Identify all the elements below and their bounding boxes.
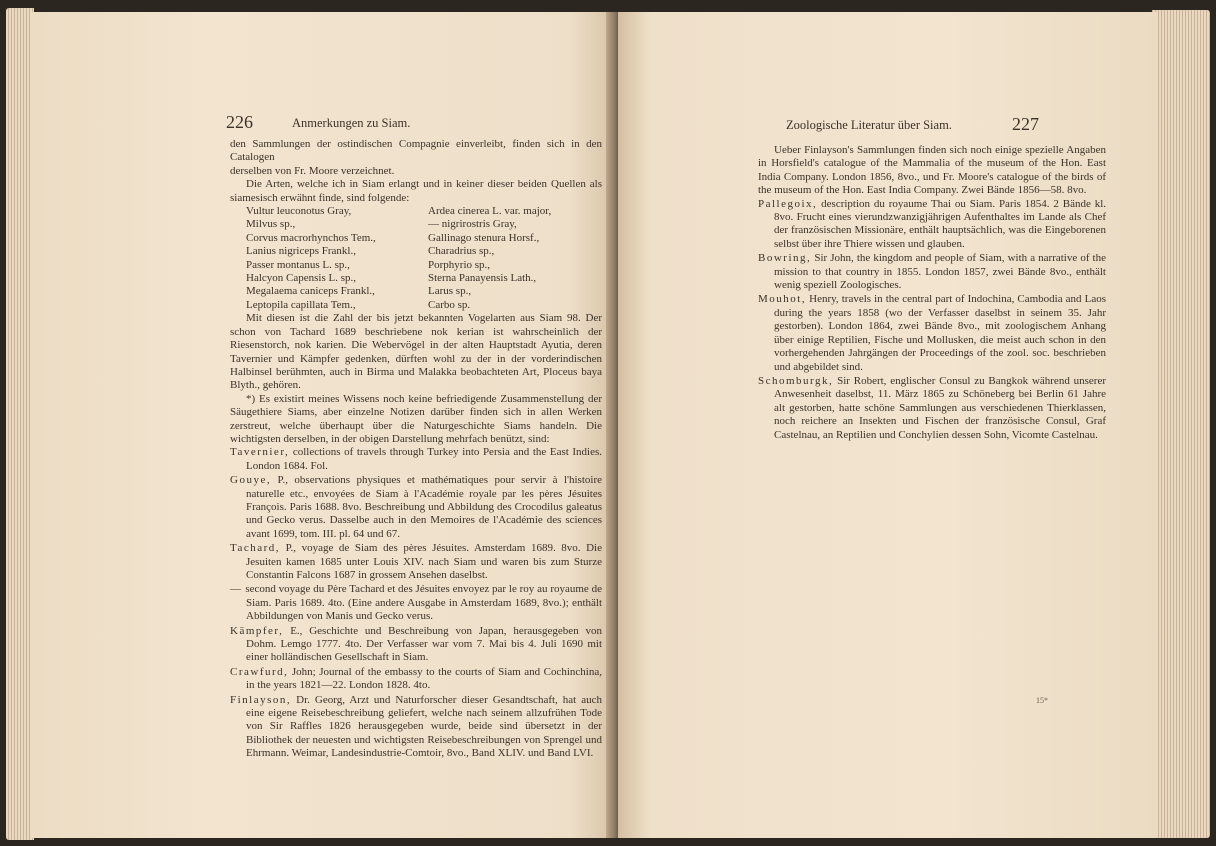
- species-item: Passer montanus L. sp.,: [246, 258, 350, 271]
- reference-author: Crawfurd,: [230, 665, 289, 678]
- running-head-left: Anmerkungen zu Siam.: [292, 116, 411, 130]
- reference-entry: [230, 666, 602, 693]
- reference-author: Tavernier,: [230, 446, 290, 459]
- species-intro: Die Arten, welche ich in Siam erlangt und in keiner dieser beiden Quellen als siamesisch erwähnt finde, sind folgende:: [230, 178, 602, 204]
- reference-author: Gouye,: [230, 474, 272, 487]
- left-page-text: [230, 138, 602, 762]
- reference-author: Tachard,: [230, 542, 281, 555]
- reference-text: E., Geschichte und Beschreibung von Japan, herausgegeben von Dohm. Lemgo 1777. 4to. Der Verfasser war vom 7. Mai bis 4. Juli 1690 mit einer holländischen Gesellschaft in Siam.: [246, 624, 602, 664]
- intro-line-1: den Sammlungen der ostindischen Compagnie einverleibt, finden sich in den Catalogen: [230, 138, 602, 164]
- species-item: Larus sp.,: [428, 285, 472, 298]
- reference-entry: [230, 583, 602, 623]
- running-head-right: Zoologische Literatur über Siam.: [786, 118, 952, 132]
- species-item: Ardea cinerea L. var. major,: [428, 205, 552, 218]
- reference-entry: [758, 198, 1106, 252]
- reference-entry: [230, 446, 602, 473]
- right-page: [618, 12, 1158, 838]
- reference-text: description du royaume Thai ou Siam. Paris 1854. 2 Bände kl. 8vo. Frucht eines vierundzwanzigjährigen Aufenthaltes im Lande als Chef der französischen Missionäre, enthält hauptsächlich, was die Eingeborenen selbst über ihre Thiere wissen und glauben.: [774, 197, 1106, 250]
- reference-author: Finlayson,: [230, 693, 292, 706]
- reference-entry: [758, 252, 1106, 292]
- reference-text: collections of travels through Turkey into Persia and the East Indies. London 1684. Fol.: [246, 446, 602, 472]
- species-item: Milvus sp.,: [246, 218, 296, 231]
- page-number-left: 226: [226, 112, 253, 132]
- species-item: Corvus macrorhynchos Tem.,: [246, 231, 376, 244]
- species-item: Halcyon Capensis L. sp.,: [246, 272, 356, 285]
- signature-mark: 15*: [1036, 696, 1048, 705]
- reference-text: P., observations physiques et mathématiques pour servir à l'histoire naturelle etc., envoyées de Siam à l'Académie royale par les pères Jésuites François. Paris 1688. 8vo. Beschreibung und Abbildung des Crocodilus galeatus und Gecko verus. Dasselbe auch in den Memoires de l'Académie des sciences avant 1699, tom. III. pl. 64 und 67.: [246, 474, 602, 540]
- species-column-1: [246, 205, 420, 312]
- paragraph-finlayson-collections: Ueber Finlayson's Sammlungen finden sich noch einige spezielle Angaben in Horsfield's catalogue of the Mammalia of the museum of the Hon. East India Company. London 1856, 8vo., und Fr. Moore's catalogue of the birds of the museum of the Hon. East India Company. Zwei Bände 1856—58. 8vo.: [758, 144, 1106, 197]
- species-column-2: [428, 205, 602, 312]
- reference-author: Mouhot,: [758, 293, 807, 306]
- species-list: [230, 205, 602, 312]
- reference-entry: [758, 293, 1106, 373]
- paragraph-footnote: *) Es existirt meines Wissens noch keine befriedigende Zusammenstellung der Säugethiere Siams, aber einzelne Notizen darüber finden sich in allen Werken zerstreut, welche überhaupt über die Naturgeschichte Siams handeln. Die wichtigsten derselben, in der obigen Darstellung mehrfach benützt, sind:: [230, 392, 602, 445]
- species-item: Gallinago stenura Horsf.,: [428, 231, 540, 244]
- reference-author: Kämpfer,: [230, 624, 284, 637]
- paragraph-bird-count: Mit diesen ist die Zahl der bis jetzt bekannten Vogelarten aus Siam 98. Der schon von Tachard 1689 beschriebene nok kerian ist wahrscheinlich der Riesenstorch, nok karien. Die Webervögel in der alten Hauptstadt Ayutia, deren Tavernier und Kämpfer gedenken, dürften wohl zu der in der vorderindischen Halbinsel berühmten, auch in Birma und Malakka beobachteten Art, Ploceus baya Blyth., gehören.: [230, 312, 602, 392]
- reference-author: Bowring,: [758, 252, 812, 265]
- species-item: — nigrirostris Gray,: [428, 218, 517, 231]
- reference-text: second voyage du Père Tachard et des Jésuites envoyez par le roy au royaume de Siam. Paris 1689. 4to. (Eine andere Ausgabe in Amsterdam 1689, 8vo.); enthält Abbildungen von Manis und Gecko verus.: [242, 583, 602, 623]
- reference-author: —: [230, 583, 243, 596]
- species-item: Porphyrio sp.,: [428, 258, 491, 271]
- reference-text: Sir John, the kingdom and people of Siam, with a narrative of the mission to that country in 1855. London 1857, zwei Bände 8vo., enthält wenig speziell Zoologisches.: [774, 252, 1106, 292]
- reference-text: John; Journal of the embassy to the courts of Siam and Cochinchina, in the years 1821—22. London 1828. 4to.: [246, 665, 602, 692]
- reference-entry: [758, 375, 1106, 442]
- species-item: Megalaema caniceps Frankl.,: [246, 285, 375, 298]
- species-item: Vultur leuconotus Gray,: [246, 205, 352, 218]
- species-item: Charadrius sp.,: [428, 245, 495, 258]
- reference-author: Pallegoix,: [758, 197, 818, 210]
- right-page-text: [758, 144, 1106, 443]
- species-item: Lanius nigriceps Frankl.,: [246, 245, 356, 258]
- species-item: Leptopila capillata Tem.,: [246, 298, 356, 311]
- intro-line-2: derselben von Fr. Moore verzeichnet.: [230, 164, 395, 177]
- left-page: [30, 12, 616, 838]
- right-page-edges: [1152, 10, 1210, 838]
- reference-entry: [230, 625, 602, 665]
- reference-text: Dr. Georg, Arzt und Naturforscher dieser Gesandtschaft, hat auch eine eigene Reisebeschreibung geliefert, welche nach seinem allzufrühen Tode von Sir Raffles 1826 herausgegeben wurde, beide sind übersetzt in der Bibliothek der neuesten und wichtigsten Reisebeschreibungen von Sprengel und Ehrmann. Weimar, Landesindustrie-Comtoir, 8vo., Band XLIV. und Band LVI.: [246, 693, 602, 760]
- reference-text: Sir Robert, englischer Consul zu Bangkok während unserer Anwesenheit daselbst, 11. März 1865 zu Schöneberg bei Berlin 61 Jahre alt gestorben, hatte schöne Sammlungen aus verschiedenen Thierklassen, noch reichere an Insekten und Fischen der französische Consul, Graf Castelnau, an Reptilien und Conchylien dessen Sohn, Vicomte Castelnau.: [774, 374, 1106, 441]
- reference-entry: [230, 542, 602, 582]
- page-number-right: 227: [1012, 114, 1039, 134]
- species-item: Carbo sp.: [428, 298, 471, 311]
- reference-text: Henry, travels in the central part of Indochina, Cambodia and Laos during the years 1858 (wo der Verfasser daselbst in seinem 35. Jahr gestorben). London 1864, zwei Bände 8vo., mit zoologischem Anhang über einige Reptilien, Fische und Mollusken, die meist auch schon in den vorhergehenden Jahrgängen der Proceedings of the zool. soc. beschrieben und abgebildet sind.: [774, 293, 1106, 373]
- reference-entry: [230, 694, 602, 761]
- reference-entry: [230, 474, 602, 541]
- reference-author: Schomburgk,: [758, 374, 834, 387]
- reference-text: P., voyage de Siam des pères Jésuites. Amsterdam 1689. 8vo. Die Jesuiten kamen 1685 unter Louis XIV. nach Siam und waren bis zum Sturze Constantin Falcons 1687 in grossem Ansehen daselbst.: [246, 542, 602, 581]
- species-item: Sterna Panayensis Lath.,: [428, 272, 537, 285]
